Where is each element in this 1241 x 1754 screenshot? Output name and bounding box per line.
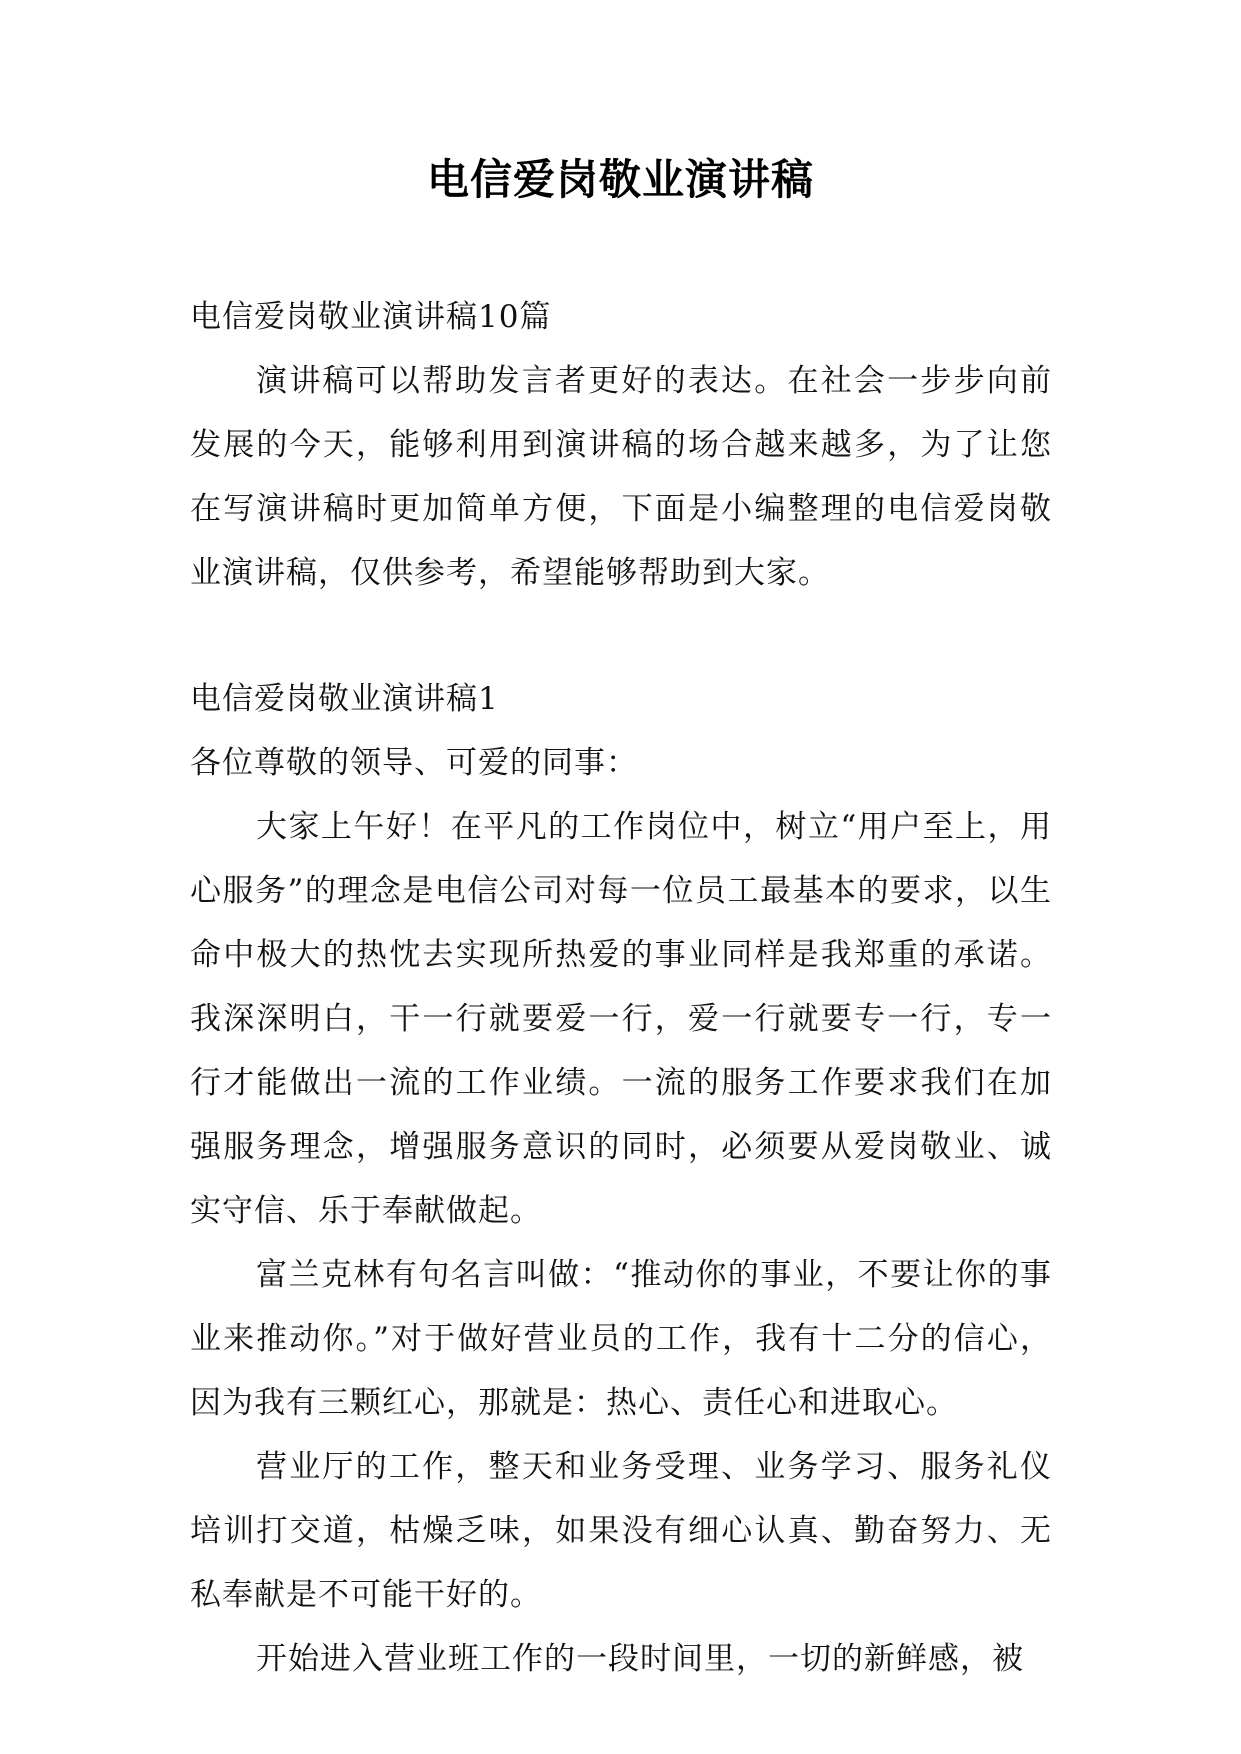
document-body <box>190 285 1052 1691</box>
intro-paragraph: 演讲稿可以帮助发言者更好的表达。在社会一步步向前发展的今天，能够利用到演讲稿的场合越来越多，为了让您在写演讲稿时更加简单方便，下面是小编整理的电信爱岗敬业演讲稿，仅供参考，希望能够帮助到大家。 <box>190 363 1052 591</box>
body-paragraph: 富兰克林有句名言叫做：“推动你的事业，不要让你的事业来推动你。”对于做好营业员的工作，我有十二分的信心，因为我有三颗红心，那就是：热心、责任心和进取心。 <box>190 1257 1052 1421</box>
body-paragraph: 开始进入营业班工作的一段时间里，一切的新鲜感，被 <box>256 1641 1024 1677</box>
document-subtitle: 电信爱岗敬业演讲稿10篇 <box>190 299 552 335</box>
salutation: 各位尊敬的领导、可爱的同事： <box>190 745 638 781</box>
body-paragraph: 营业厅的工作，整天和业务受理、业务学习、服务礼仪培训打交道，枯燥乏味，如果没有细心认真、勤奋努力、无私奉献是不可能干好的。 <box>190 1449 1052 1613</box>
section-heading: 电信爱岗敬业演讲稿1 <box>190 681 499 717</box>
section-spacer <box>190 605 1052 667</box>
document-title: 电信爱岗敬业演讲稿 <box>426 155 814 204</box>
body-paragraph: 大家上午好！在平凡的工作岗位中，树立“用户至上，用心服务”的理念是电信公司对每一位员工最基本的要求，以生命中极大的热忱去实现所热爱的事业同样是我郑重的承诺。我深深明白，干一行就要爱一行，爱一行就要专一行，专一行才能做出一流的工作业绩。一流的服务工作要求我们在加强服务理念，增强服务意识的同时，必须要从爱岗敬业、诚实守信、乐于奉献做起。 <box>190 809 1052 1229</box>
